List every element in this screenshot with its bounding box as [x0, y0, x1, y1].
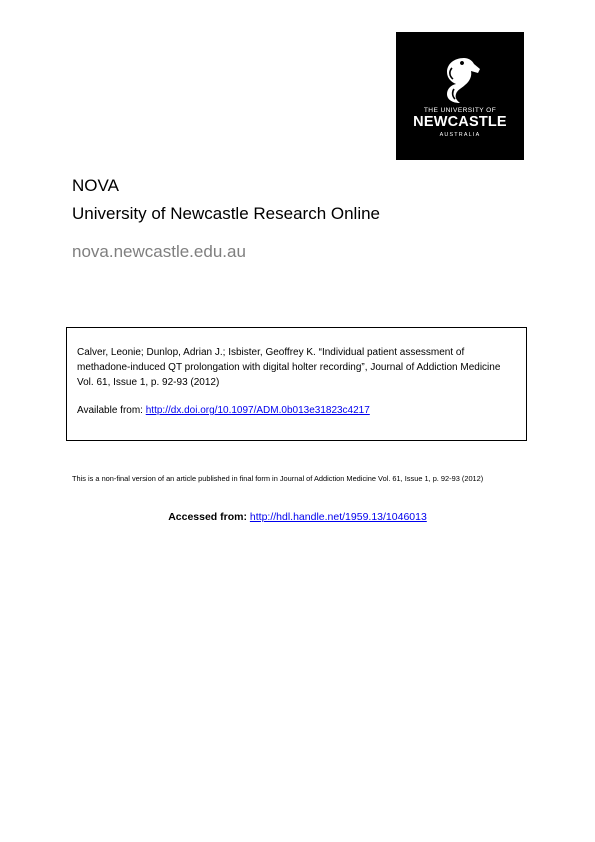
logo-text-australia: AUSTRALIA	[439, 132, 481, 138]
available-from	[77, 403, 370, 418]
version-disclaimer: This is a non-final version of an article published in final form in Journal of Addiction Medicine Vol. 61, Issue 1, p. 92-93 (2012)	[72, 474, 484, 483]
citation-box	[66, 327, 527, 441]
logo-text-newcastle: NEWCASTLE	[413, 114, 507, 130]
logo-text-university-of: THE UNIVERSITY OF	[423, 107, 497, 114]
accessed-from	[0, 510, 595, 525]
page-title: NOVA	[72, 176, 119, 195]
page-subtitle: University of Newcastle Research Online	[72, 204, 381, 223]
citation-text: Calver, Leonie; Dunlop, Adrian J.; Isbister, Geoffrey K. “Individual patient assessment of methadone-induced QT prolongation with digital holter recording”, Journal of Addiction Medicine Vol. 61, Issue 1, p. 92-93 (2012)	[77, 347, 501, 388]
available-from-label: Available from:	[77, 405, 146, 416]
handle-link[interactable]: http://hdl.handle.net/1959.13/1046013	[249, 511, 427, 523]
doi-link[interactable]: http://dx.doi.org/10.1097/ADM.0b013e31823c4217	[145, 405, 370, 416]
repository-url: nova.newcastle.edu.au	[72, 242, 246, 261]
university-logo	[396, 32, 524, 160]
seahorse-emblem-icon	[434, 54, 486, 106]
accessed-from-label: Accessed from:	[168, 511, 247, 523]
